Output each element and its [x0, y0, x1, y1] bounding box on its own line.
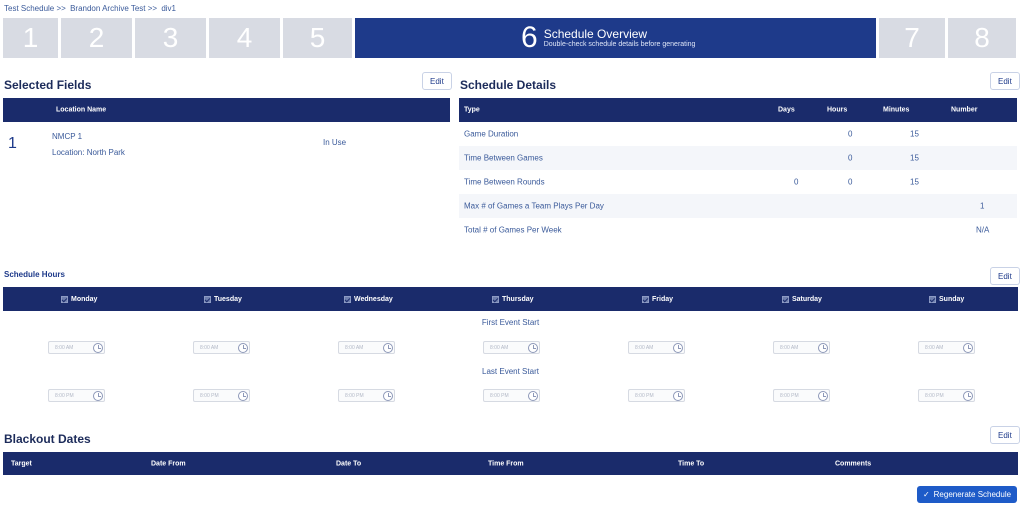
checkbox-icon[interactable] [642, 296, 649, 303]
details-type: Total # of Games Per Week [464, 225, 562, 235]
checkbox-icon[interactable] [204, 296, 211, 303]
date-to-column-header: Date To [336, 460, 362, 467]
step-5[interactable]: 5 [283, 18, 352, 58]
comments-column-header: Comments [835, 460, 872, 467]
clock-icon [383, 391, 393, 401]
friday-end-time-input[interactable] [628, 389, 685, 402]
time-placeholder: 8:00 AM [635, 344, 654, 351]
details-type: Time Between Rounds [464, 177, 545, 187]
time-placeholder: 8:00 PM [55, 392, 74, 399]
check-icon: ✓ [922, 490, 930, 499]
time-placeholder: 8:00 AM [780, 344, 799, 351]
schedule-hours-edit-button[interactable]: Edit [990, 267, 1020, 285]
hours-column-header: Hours [827, 106, 848, 114]
details-type: Time Between Games [464, 153, 543, 163]
checkbox-icon[interactable] [782, 296, 789, 303]
day-label: Monday [71, 295, 98, 303]
day-label: Friday [652, 295, 674, 303]
day-friday [642, 287, 673, 311]
details-number: N/A [976, 225, 990, 235]
clock-icon [963, 391, 973, 401]
details-hours: 0 [848, 177, 853, 187]
schedule-details-edit-button[interactable]: Edit [990, 72, 1020, 90]
field-row [3, 123, 450, 175]
tuesday-start-time-input[interactable] [193, 341, 250, 354]
details-days: 0 [794, 177, 799, 187]
field-location: Location: North Park [52, 148, 125, 157]
day-label: Thursday [502, 295, 534, 303]
time-from-column-header: Time From [488, 460, 524, 467]
active-step-number: 6 [521, 21, 538, 54]
type-column-header: Type [464, 106, 480, 114]
thursday-end-time-input[interactable] [483, 389, 540, 402]
minutes-column-header: Minutes [883, 106, 910, 114]
details-minutes: 15 [910, 177, 919, 187]
time-placeholder: 8:00 PM [490, 392, 509, 399]
time-placeholder: 8:00 PM [925, 392, 944, 399]
step-3[interactable]: 3 [135, 18, 206, 58]
blackout-dates-title: Blackout Dates [4, 432, 91, 446]
details-row [459, 122, 1017, 146]
checkbox-icon[interactable] [344, 296, 351, 303]
day-monday [61, 287, 97, 311]
clock-icon [238, 391, 248, 401]
step-wizard [3, 18, 1019, 58]
clock-icon [528, 391, 538, 401]
selected-fields-header [3, 98, 450, 122]
friday-start-time-input[interactable] [628, 341, 685, 354]
date-from-column-header: Date From [151, 460, 186, 467]
monday-start-time-input[interactable] [48, 341, 105, 354]
step-7[interactable]: 7 [879, 18, 945, 58]
details-type: Game Duration [464, 129, 519, 139]
details-row [459, 146, 1017, 170]
breadcrumb [4, 4, 178, 13]
day-label: Sunday [939, 295, 965, 303]
clock-icon [528, 343, 538, 353]
field-status: In Use [323, 138, 347, 147]
active-step-subtitle: Double-check schedule details before generating [543, 40, 696, 48]
tuesday-end-time-input[interactable] [193, 389, 250, 402]
time-to-column-header: Time To [678, 460, 705, 467]
saturday-start-time-input[interactable] [773, 341, 830, 354]
time-placeholder: 8:00 AM [345, 344, 364, 351]
clock-icon [383, 343, 393, 353]
day-label: Wednesday [354, 295, 393, 303]
schedule-details-header [459, 98, 1017, 122]
thursday-start-time-input[interactable] [483, 341, 540, 354]
number-column-header: Number [951, 106, 978, 114]
location-name-column-header: Location Name [56, 106, 107, 114]
time-placeholder: 8:00 AM [490, 344, 509, 351]
time-placeholder: 8:00 PM [345, 392, 364, 399]
clock-icon [673, 391, 683, 401]
day-thursday [492, 287, 534, 311]
details-row [459, 218, 1017, 242]
breadcrumb-item[interactable]: Test Schedule >> [4, 4, 66, 13]
last-event-start-label: Last Event Start [482, 367, 539, 376]
checkbox-icon[interactable] [492, 296, 499, 303]
details-hours: 0 [848, 129, 853, 139]
selected-fields-title: Selected Fields [4, 78, 92, 92]
step-2[interactable]: 2 [61, 18, 132, 58]
step-1[interactable]: 1 [3, 18, 58, 58]
clock-icon [963, 343, 973, 353]
field-name: NMCP 1 [52, 132, 83, 141]
step-4[interactable]: 4 [209, 18, 280, 58]
field-index: 1 [8, 135, 17, 152]
wednesday-start-time-input[interactable] [338, 341, 395, 354]
details-row [459, 170, 1017, 194]
details-minutes: 15 [910, 153, 919, 163]
day-label: Saturday [792, 295, 822, 303]
time-placeholder: 8:00 AM [200, 344, 219, 351]
checkbox-icon[interactable] [61, 296, 68, 303]
monday-end-time-input[interactable] [48, 389, 105, 402]
saturday-end-time-input[interactable] [773, 389, 830, 402]
step-8[interactable]: 8 [948, 18, 1016, 58]
details-number: 1 [980, 201, 985, 211]
clock-icon [818, 391, 828, 401]
details-row [459, 194, 1017, 218]
wednesday-end-time-input[interactable] [338, 389, 395, 402]
details-type: Max # of Games a Team Plays Per Day [464, 201, 604, 211]
active-step-title: Schedule Overview [543, 26, 648, 41]
days-header [3, 287, 1018, 311]
sunday-end-time-input[interactable] [918, 389, 975, 402]
schedule-details-title: Schedule Details [460, 78, 557, 92]
clock-icon [93, 343, 103, 353]
step-6-active [355, 18, 876, 58]
day-saturday [782, 287, 822, 311]
time-placeholder: 8:00 AM [925, 344, 944, 351]
regenerate-label: Regenerate Schedule [933, 490, 1012, 499]
clock-icon [818, 343, 828, 353]
time-placeholder: 8:00 PM [780, 392, 799, 399]
clock-icon [673, 343, 683, 353]
day-wednesday [344, 287, 393, 311]
time-placeholder: 8:00 PM [200, 392, 219, 399]
target-column-header: Target [11, 460, 32, 467]
time-placeholder: 8:00 AM [55, 344, 74, 351]
clock-icon [238, 343, 248, 353]
details-hours: 0 [848, 153, 853, 163]
clock-icon [93, 391, 103, 401]
regenerate-schedule-button[interactable] [917, 486, 1017, 503]
blackout-dates-header [3, 452, 1018, 475]
day-sunday [929, 287, 964, 311]
selected-fields-edit-button[interactable]: Edit [422, 72, 452, 90]
day-tuesday [204, 287, 242, 311]
checkbox-icon[interactable] [929, 296, 936, 303]
schedule-hours-title: Schedule Hours [4, 270, 65, 279]
blackout-dates-edit-button[interactable]: Edit [990, 426, 1020, 444]
breadcrumb-item[interactable]: Brandon Archive Test >> [70, 4, 158, 13]
first-event-start-label: First Event Start [481, 318, 540, 327]
sunday-start-time-input[interactable] [918, 341, 975, 354]
day-label: Tuesday [214, 295, 242, 303]
details-minutes: 15 [910, 129, 919, 139]
days-column-header: Days [778, 106, 795, 114]
breadcrumb-item[interactable]: div1 [161, 4, 177, 13]
time-placeholder: 8:00 PM [635, 392, 654, 399]
